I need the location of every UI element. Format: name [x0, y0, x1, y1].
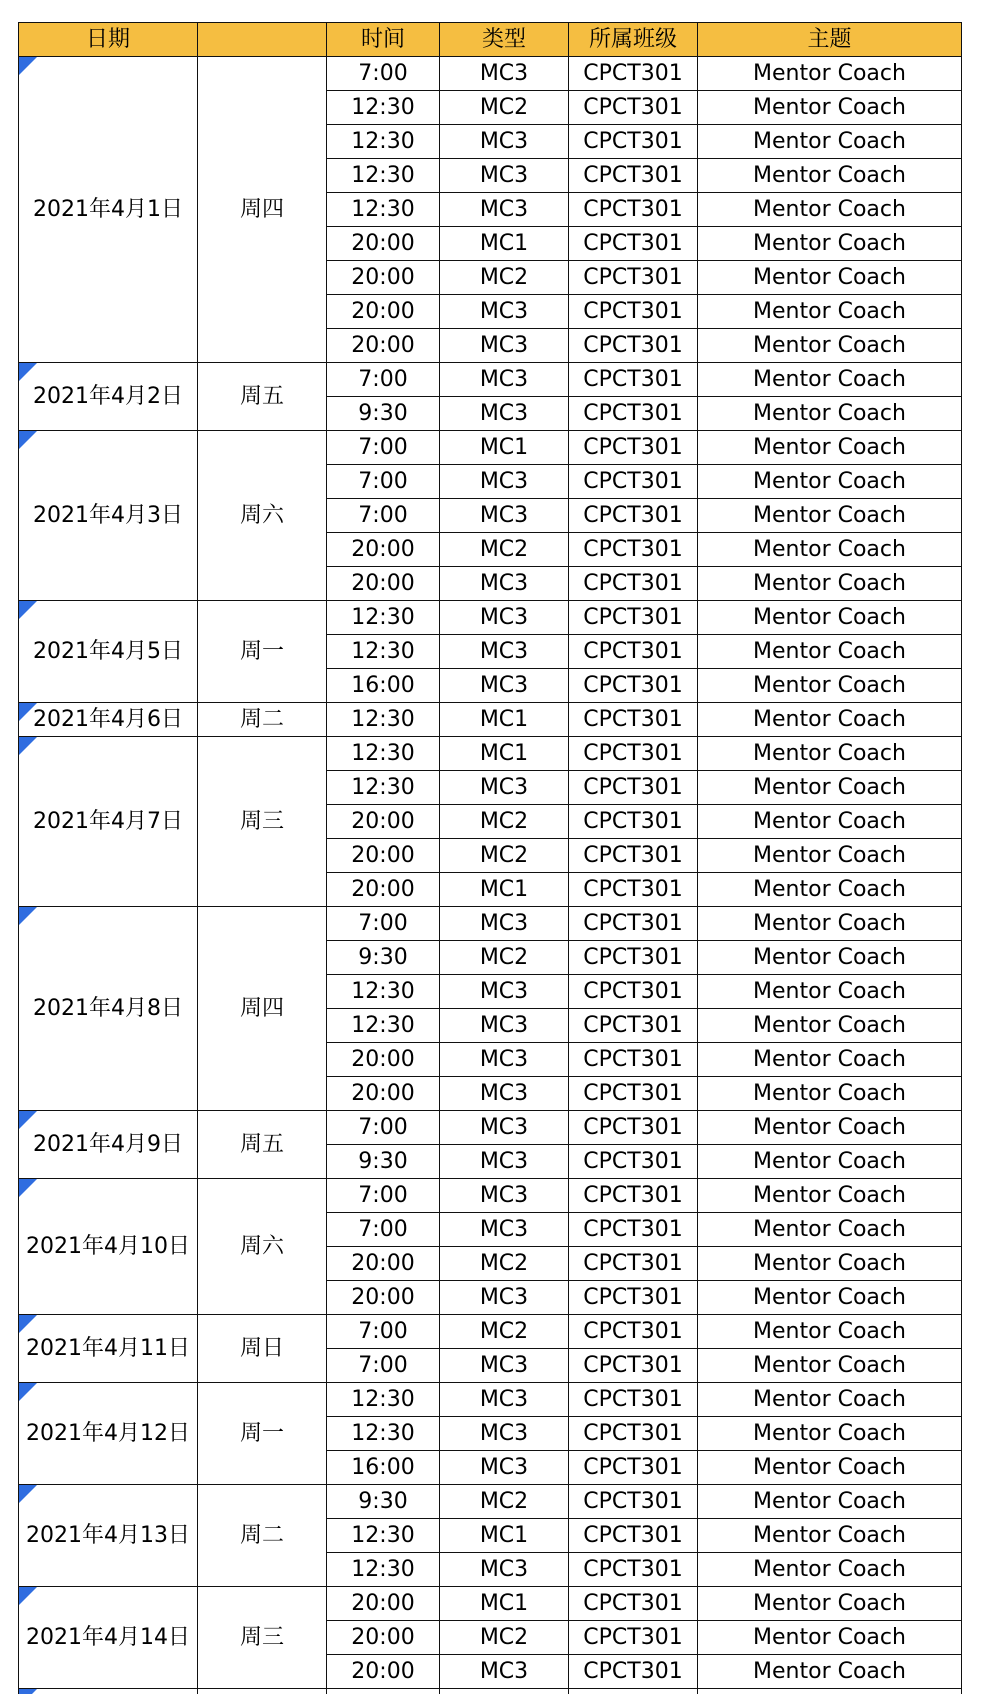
type-cell[interactable]: MC1 — [440, 703, 569, 737]
time-cell[interactable]: 7:00 — [327, 1349, 440, 1383]
class-cell[interactable]: CPCT301 — [569, 1111, 698, 1145]
date-cell[interactable] — [19, 57, 198, 363]
time-cell[interactable]: 12:30 — [327, 1009, 440, 1043]
topic-cell[interactable]: Mentor Coach — [698, 397, 962, 431]
date-cell[interactable] — [19, 1587, 198, 1689]
time-cell[interactable]: 20:00 — [327, 1587, 440, 1621]
class-cell[interactable]: CPCT301 — [569, 125, 698, 159]
table-row — [19, 1383, 962, 1417]
type-cell[interactable]: MC2 — [440, 1247, 569, 1281]
class-cell[interactable] — [569, 1689, 698, 1694]
class-cell[interactable]: CPCT301 — [569, 805, 698, 839]
topic-cell[interactable]: Mentor Coach — [698, 1213, 962, 1247]
date-cell[interactable] — [19, 363, 198, 431]
date-text: 2021年4月14日 — [26, 1624, 190, 1650]
class-cell[interactable]: CPCT301 — [569, 703, 698, 737]
class-cell[interactable]: CPCT301 — [569, 771, 698, 805]
time-cell[interactable]: 20:00 — [327, 1077, 440, 1111]
topic-cell[interactable]: Mentor Coach — [698, 975, 962, 1009]
comment-indicator-icon[interactable] — [19, 1315, 37, 1333]
weekday-cell[interactable]: 周二 — [198, 1485, 327, 1587]
type-cell[interactable]: MC3 — [440, 57, 569, 91]
class-cell[interactable]: CPCT301 — [569, 1043, 698, 1077]
time-cell[interactable]: 7:00 — [327, 1179, 440, 1213]
weekday-cell[interactable]: 周一 — [198, 601, 327, 703]
time-cell[interactable]: 12:30 — [327, 601, 440, 635]
topic-cell[interactable]: Mentor Coach — [698, 363, 962, 397]
weekday-cell[interactable]: 周一 — [198, 1383, 327, 1485]
header-date[interactable]: 日期 — [19, 23, 198, 57]
type-cell[interactable]: MC3 — [440, 669, 569, 703]
table-row — [19, 1179, 962, 1213]
class-cell[interactable]: CPCT301 — [569, 57, 698, 91]
topic-cell[interactable]: Mentor Coach — [698, 533, 962, 567]
topic-cell[interactable]: Mentor Coach — [698, 669, 962, 703]
time-cell[interactable]: 7:00 — [327, 1213, 440, 1247]
time-cell[interactable]: 20:00 — [327, 1043, 440, 1077]
class-cell[interactable]: CPCT301 — [569, 1145, 698, 1179]
type-cell[interactable]: MC3 — [440, 1281, 569, 1315]
comment-indicator-icon[interactable] — [19, 1485, 37, 1503]
header-row — [19, 23, 962, 57]
topic-cell[interactable]: Mentor Coach — [698, 1349, 962, 1383]
schedule-table — [18, 22, 962, 1694]
date-text: 2021年4月13日 — [26, 1522, 190, 1548]
header-type[interactable]: 类型 — [440, 23, 569, 57]
class-cell[interactable]: CPCT301 — [569, 1281, 698, 1315]
topic-cell[interactable]: Mentor Coach — [698, 227, 962, 261]
topic-cell[interactable]: Mentor Coach — [698, 1315, 962, 1349]
date-cell[interactable] — [19, 907, 198, 1111]
type-cell[interactable]: MC2 — [440, 1621, 569, 1655]
weekday-cell[interactable]: 周日 — [198, 1315, 327, 1383]
topic-cell[interactable]: Mentor Coach — [698, 1077, 962, 1111]
class-cell[interactable]: CPCT301 — [569, 1587, 698, 1621]
time-cell[interactable]: 12:30 — [327, 1383, 440, 1417]
type-cell[interactable]: MC1 — [440, 1587, 569, 1621]
class-cell[interactable]: CPCT301 — [569, 1553, 698, 1587]
time-cell[interactable]: 20:00 — [327, 839, 440, 873]
type-cell[interactable]: MC3 — [440, 1213, 569, 1247]
date-cell[interactable] — [19, 1111, 198, 1179]
time-cell[interactable]: 12:30 — [327, 635, 440, 669]
topic-cell[interactable]: Mentor Coach — [698, 465, 962, 499]
topic-cell[interactable]: Mentor Coach — [698, 159, 962, 193]
type-cell[interactable]: MC1 — [440, 873, 569, 907]
date-text: 2021年4月10日 — [26, 1233, 190, 1259]
type-cell[interactable]: MC1 — [440, 737, 569, 771]
weekday-cell[interactable]: 周六 — [198, 431, 327, 601]
topic-cell[interactable]: Mentor Coach — [698, 125, 962, 159]
type-cell[interactable]: MC3 — [440, 1349, 569, 1383]
time-cell[interactable]: 12:30 — [327, 771, 440, 805]
weekday-cell[interactable]: 周四 — [198, 907, 327, 1111]
date-text: 2021年4月5日 — [33, 638, 183, 664]
weekday-cell[interactable]: 周二 — [198, 703, 327, 737]
table-row — [19, 1587, 962, 1621]
class-cell[interactable]: CPCT301 — [569, 1179, 698, 1213]
time-cell[interactable]: 16:00 — [327, 1451, 440, 1485]
table-row — [19, 57, 962, 91]
time-cell[interactable]: 20:00 — [327, 567, 440, 601]
time-cell[interactable]: 20:00 — [327, 1281, 440, 1315]
class-cell[interactable]: CPCT301 — [569, 533, 698, 567]
class-cell[interactable]: CPCT301 — [569, 1009, 698, 1043]
date-text: 2021年4月3日 — [33, 502, 183, 528]
table-row — [19, 907, 962, 941]
comment-indicator-icon[interactable] — [19, 1383, 37, 1401]
type-cell[interactable]: MC3 — [440, 499, 569, 533]
topic-cell[interactable]: Mentor Coach — [698, 941, 962, 975]
topic-cell[interactable]: Mentor Coach — [698, 1621, 962, 1655]
date-text: 2021年4月11日 — [26, 1335, 190, 1361]
topic-cell[interactable]: Mentor Coach — [698, 635, 962, 669]
type-cell[interactable]: MC2 — [440, 1315, 569, 1349]
date-cell[interactable] — [19, 703, 198, 737]
time-cell[interactable]: 12:30 — [327, 1519, 440, 1553]
type-cell[interactable]: MC2 — [440, 91, 569, 125]
time-cell[interactable]: 20:00 — [327, 227, 440, 261]
class-cell[interactable]: CPCT301 — [569, 1655, 698, 1689]
type-cell[interactable]: MC1 — [440, 1519, 569, 1553]
class-cell[interactable]: CPCT301 — [569, 873, 698, 907]
table-row — [19, 431, 962, 465]
topic-cell[interactable]: Mentor Coach — [698, 295, 962, 329]
time-cell[interactable]: 20:00 — [327, 329, 440, 363]
comment-indicator-icon[interactable] — [19, 431, 37, 449]
weekday-cell[interactable]: 周六 — [198, 1179, 327, 1315]
table-row — [19, 703, 962, 737]
type-cell[interactable]: MC3 — [440, 635, 569, 669]
comment-indicator-icon[interactable] — [19, 1111, 37, 1129]
date-text: 2021年4月1日 — [33, 196, 183, 222]
topic-cell[interactable]: Mentor Coach — [698, 57, 962, 91]
topic-cell[interactable]: Mentor Coach — [698, 1485, 962, 1519]
type-cell[interactable]: MC3 — [440, 1077, 569, 1111]
date-cell[interactable] — [19, 601, 198, 703]
weekday-cell[interactable]: 周四 — [198, 57, 327, 363]
topic-cell[interactable]: Mentor Coach — [698, 1179, 962, 1213]
time-cell[interactable]: 12:30 — [327, 159, 440, 193]
class-cell[interactable]: CPCT301 — [569, 907, 698, 941]
date-text: 2021年4月9日 — [33, 1131, 183, 1157]
type-cell[interactable]: MC2 — [440, 941, 569, 975]
class-cell[interactable]: CPCT301 — [569, 669, 698, 703]
comment-indicator-icon[interactable] — [19, 737, 37, 755]
time-cell[interactable]: 20:00 — [327, 295, 440, 329]
table-row — [19, 737, 962, 771]
table-row — [19, 1111, 962, 1145]
time-cell[interactable]: 12:30 — [327, 703, 440, 737]
topic-cell[interactable]: Mentor Coach — [698, 1383, 962, 1417]
type-cell[interactable]: MC1 — [440, 227, 569, 261]
time-cell[interactable]: 7:00 — [327, 431, 440, 465]
topic-cell[interactable]: Mentor Coach — [698, 839, 962, 873]
topic-cell[interactable]: Mentor Coach — [698, 1553, 962, 1587]
type-cell[interactable]: MC3 — [440, 1553, 569, 1587]
class-cell[interactable]: CPCT301 — [569, 635, 698, 669]
type-cell[interactable]: MC3 — [440, 907, 569, 941]
type-cell[interactable]: MC1 — [440, 431, 569, 465]
topic-cell[interactable]: Mentor Coach — [698, 737, 962, 771]
type-cell[interactable]: MC3 — [440, 1383, 569, 1417]
class-cell[interactable]: CPCT301 — [569, 91, 698, 125]
date-text: 2021年4月12日 — [26, 1420, 190, 1446]
header-weekday[interactable] — [198, 23, 327, 57]
type-cell[interactable]: MC3 — [440, 1009, 569, 1043]
time-cell[interactable]: 7:00 — [327, 499, 440, 533]
topic-cell[interactable]: Mentor Coach — [698, 805, 962, 839]
time-cell[interactable]: 9:30 — [327, 1485, 440, 1519]
topic-cell[interactable]: Mentor Coach — [698, 91, 962, 125]
comment-indicator-icon[interactable] — [19, 1587, 37, 1605]
header-topic[interactable]: 主题 — [698, 23, 962, 57]
class-cell[interactable]: CPCT301 — [569, 1451, 698, 1485]
time-cell[interactable]: 20:00 — [327, 533, 440, 567]
time-cell[interactable]: 20:00 — [327, 1621, 440, 1655]
header-class[interactable]: 所属班级 — [569, 23, 698, 57]
type-cell[interactable]: MC3 — [440, 295, 569, 329]
time-cell[interactable]: 12:30 — [327, 91, 440, 125]
table-row — [19, 601, 962, 635]
type-cell[interactable]: MC3 — [440, 975, 569, 1009]
class-cell[interactable]: CPCT301 — [569, 465, 698, 499]
type-cell[interactable]: MC2 — [440, 839, 569, 873]
topic-cell[interactable]: Mentor Coach — [698, 1145, 962, 1179]
type-cell[interactable]: MC3 — [440, 465, 569, 499]
type-cell[interactable]: MC3 — [440, 1451, 569, 1485]
comment-indicator-icon[interactable] — [19, 907, 37, 925]
comment-indicator-icon[interactable] — [19, 363, 37, 381]
topic-cell[interactable]: Mentor Coach — [698, 1417, 962, 1451]
comment-indicator-icon[interactable] — [19, 601, 37, 619]
time-cell[interactable]: 12:30 — [327, 975, 440, 1009]
date-cell[interactable] — [19, 1179, 198, 1315]
class-cell[interactable]: CPCT301 — [569, 261, 698, 295]
type-cell[interactable]: MC2 — [440, 1485, 569, 1519]
class-cell[interactable]: CPCT301 — [569, 1485, 698, 1519]
date-cell[interactable] — [19, 1383, 198, 1485]
time-cell[interactable]: 9:30 — [327, 397, 440, 431]
class-cell[interactable]: CPCT301 — [569, 193, 698, 227]
header-time[interactable]: 时间 — [327, 23, 440, 57]
topic-cell[interactable]: Mentor Coach — [698, 873, 962, 907]
type-cell[interactable]: MC3 — [440, 1145, 569, 1179]
weekday-cell[interactable]: 周三 — [198, 737, 327, 907]
time-cell[interactable]: 7:00 — [327, 57, 440, 91]
time-cell[interactable]: 20:00 — [327, 1655, 440, 1689]
type-cell[interactable]: MC3 — [440, 329, 569, 363]
time-cell[interactable]: 7:00 — [327, 1111, 440, 1145]
type-cell[interactable]: MC3 — [440, 1655, 569, 1689]
topic-cell[interactable]: Mentor Coach — [698, 1111, 962, 1145]
time-cell[interactable]: 7:00 — [327, 363, 440, 397]
class-cell[interactable]: CPCT301 — [569, 227, 698, 261]
time-cell[interactable]: 20:00 — [327, 261, 440, 295]
topic-cell[interactable]: Mentor Coach — [698, 703, 962, 737]
date-text: 2021年4月7日 — [33, 808, 183, 834]
type-cell[interactable]: MC3 — [440, 1111, 569, 1145]
class-cell[interactable]: CPCT301 — [569, 1519, 698, 1553]
time-cell[interactable]: 7:00 — [327, 465, 440, 499]
time-cell[interactable]: 12:30 — [327, 737, 440, 771]
type-cell[interactable]: MC3 — [440, 193, 569, 227]
topic-cell[interactable]: Mentor Coach — [698, 1655, 962, 1689]
time-cell[interactable]: 9:30 — [327, 941, 440, 975]
type-cell[interactable]: MC3 — [440, 397, 569, 431]
date-text: 2021年4月2日 — [33, 383, 183, 409]
time-cell[interactable]: 12:30 — [327, 125, 440, 159]
class-cell[interactable]: CPCT301 — [569, 601, 698, 635]
comment-indicator-icon[interactable] — [19, 1179, 37, 1197]
class-cell[interactable]: CPCT301 — [569, 295, 698, 329]
type-cell[interactable]: MC3 — [440, 1043, 569, 1077]
topic-cell[interactable]: Mentor Coach — [698, 499, 962, 533]
table-row — [19, 1315, 962, 1349]
weekday-cell[interactable]: 周三 — [198, 1587, 327, 1689]
topic-cell[interactable]: Mentor Coach — [698, 1247, 962, 1281]
class-cell[interactable]: CPCT301 — [569, 431, 698, 465]
class-cell[interactable]: CPCT301 — [569, 1213, 698, 1247]
comment-indicator-icon[interactable] — [19, 57, 37, 75]
topic-cell[interactable]: Mentor Coach — [698, 1281, 962, 1315]
class-cell[interactable]: CPCT301 — [569, 1349, 698, 1383]
class-cell[interactable]: CPCT301 — [569, 1247, 698, 1281]
topic-cell[interactable]: Mentor Coach — [698, 431, 962, 465]
topic-cell[interactable]: Mentor Coach — [698, 771, 962, 805]
weekday-cell[interactable]: 周五 — [198, 1111, 327, 1179]
topic-cell[interactable]: Mentor Coach — [698, 567, 962, 601]
date-cell[interactable] — [19, 1315, 198, 1383]
class-cell[interactable]: CPCT301 — [569, 975, 698, 1009]
class-cell[interactable]: CPCT301 — [569, 1315, 698, 1349]
topic-cell[interactable]: Mentor Coach — [698, 193, 962, 227]
topic-cell[interactable] — [698, 1689, 962, 1694]
weekday-cell[interactable]: 周五 — [198, 363, 327, 431]
topic-cell[interactable]: Mentor Coach — [698, 1451, 962, 1485]
type-cell[interactable]: MC3 — [440, 125, 569, 159]
time-cell[interactable]: 12:30 — [327, 1417, 440, 1451]
class-cell[interactable]: CPCT301 — [569, 941, 698, 975]
time-cell[interactable] — [327, 1689, 440, 1694]
time-cell[interactable]: 12:30 — [327, 1553, 440, 1587]
topic-cell[interactable]: Mentor Coach — [698, 1519, 962, 1553]
time-cell[interactable]: 12:30 — [327, 193, 440, 227]
topic-cell[interactable]: Mentor Coach — [698, 1587, 962, 1621]
class-cell[interactable]: CPCT301 — [569, 397, 698, 431]
class-cell[interactable]: CPCT301 — [569, 159, 698, 193]
date-cell[interactable] — [19, 431, 198, 601]
type-cell[interactable]: MC2 — [440, 533, 569, 567]
type-cell[interactable] — [440, 1689, 569, 1694]
class-cell[interactable]: CPCT301 — [569, 499, 698, 533]
type-cell[interactable]: MC3 — [440, 1417, 569, 1451]
topic-cell[interactable]: Mentor Coach — [698, 907, 962, 941]
type-cell[interactable]: MC3 — [440, 363, 569, 397]
date-cell[interactable] — [19, 1689, 198, 1694]
schedule-body — [19, 57, 962, 1694]
topic-cell[interactable]: Mentor Coach — [698, 261, 962, 295]
comment-indicator-icon[interactable] — [19, 703, 37, 721]
time-cell[interactable]: 20:00 — [327, 1247, 440, 1281]
type-cell[interactable]: MC2 — [440, 805, 569, 839]
date-cell[interactable] — [19, 737, 198, 907]
type-cell[interactable]: MC3 — [440, 567, 569, 601]
class-cell[interactable]: CPCT301 — [569, 1621, 698, 1655]
date-cell[interactable] — [19, 1485, 198, 1587]
time-cell[interactable]: 20:00 — [327, 805, 440, 839]
date-text: 2021年4月6日 — [33, 706, 183, 732]
weekday-cell[interactable] — [198, 1689, 327, 1694]
type-cell[interactable]: MC2 — [440, 261, 569, 295]
class-cell[interactable]: CPCT301 — [569, 363, 698, 397]
topic-cell[interactable]: Mentor Coach — [698, 329, 962, 363]
time-cell[interactable]: 16:00 — [327, 669, 440, 703]
comment-indicator-icon[interactable] — [19, 1689, 37, 1694]
time-cell[interactable]: 7:00 — [327, 1315, 440, 1349]
class-cell[interactable]: CPCT301 — [569, 567, 698, 601]
topic-cell[interactable]: Mentor Coach — [698, 601, 962, 635]
table-row — [19, 363, 962, 397]
type-cell[interactable]: MC3 — [440, 1179, 569, 1213]
date-text: 2021年4月8日 — [33, 995, 183, 1021]
class-cell[interactable]: CPCT301 — [569, 1077, 698, 1111]
table-row — [19, 1485, 962, 1519]
time-cell[interactable]: 20:00 — [327, 873, 440, 907]
topic-cell[interactable]: Mentor Coach — [698, 1043, 962, 1077]
type-cell[interactable]: MC3 — [440, 771, 569, 805]
topic-cell[interactable]: Mentor Coach — [698, 1009, 962, 1043]
class-cell[interactable]: CPCT301 — [569, 737, 698, 771]
type-cell[interactable]: MC3 — [440, 159, 569, 193]
class-cell[interactable]: CPCT301 — [569, 329, 698, 363]
class-cell[interactable]: CPCT301 — [569, 1383, 698, 1417]
class-cell[interactable]: CPCT301 — [569, 839, 698, 873]
class-cell[interactable]: CPCT301 — [569, 1417, 698, 1451]
table-row — [19, 1689, 962, 1694]
time-cell[interactable]: 7:00 — [327, 907, 440, 941]
time-cell[interactable]: 9:30 — [327, 1145, 440, 1179]
type-cell[interactable]: MC3 — [440, 601, 569, 635]
